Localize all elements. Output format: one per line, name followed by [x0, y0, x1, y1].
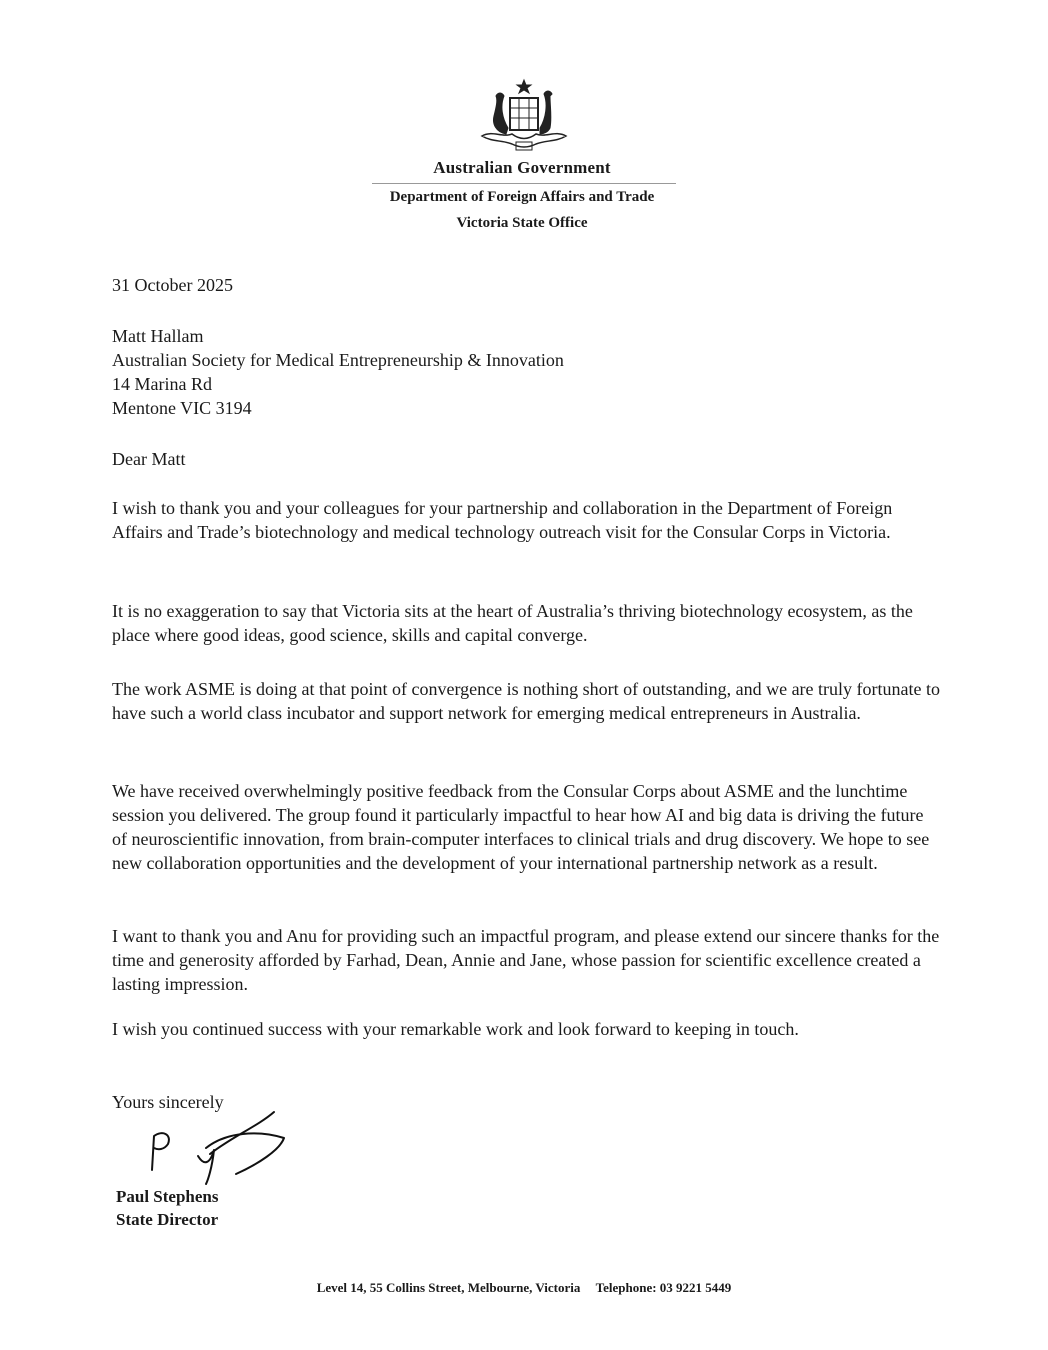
salutation: Dear Matt	[112, 449, 186, 469]
body-paragraph: The work ASME is doing at that point of convergence is nothing short of outstanding, and we are truly fortunate to have such a world class incubator and support network for emerging medical entrepreneurs in Australia.	[112, 679, 941, 723]
body-paragraph: We have received overwhelmingly positive feedback from the Consular Corps about ASME and the lunchtime session you delivered. The group found it particularly impactful to hear how AI and big data is driving the future of neuroscientific innovation, from brain-computer interfaces to clinical trials and drug discovery. We hope to see new collaboration opportunities and the development of your international partnership network as a result.	[112, 781, 930, 873]
body-paragraph: I wish you continued success with your remarkable work and look forward to keeping in touch.	[112, 1019, 799, 1039]
government-name: Australian Government	[433, 158, 611, 177]
recipient-organisation: Australian Society for Medical Entrepreneurship & Innovation	[112, 350, 564, 370]
body-paragraph: It is no exaggeration to say that Victoria sits at the heart of Australia’s thriving biotechnology ecosystem, as the place where good ideas, good science, skills and capital converge.	[112, 601, 913, 645]
footer-address: Level 14, 55 Collins Street, Melbourne, Victoria	[316, 1280, 581, 1295]
footer-telephone: Telephone: 03 9221 5449	[595, 1280, 732, 1295]
coat-of-arms-icon	[472, 78, 576, 158]
signatory-name: Paul Stephens	[116, 1187, 219, 1206]
closing: Yours sincerely	[112, 1092, 224, 1112]
recipient-street: 14 Marina Rd	[112, 374, 212, 394]
recipient-name: Matt Hallam	[112, 326, 204, 346]
footer	[0, 1280, 1048, 1296]
office-name: Victoria State Office	[456, 215, 588, 231]
body-paragraph: I want to thank you and Anu for providing such an impactful program, and please extend our sincere thanks for the time and generosity afforded by Farhad, Dean, Annie and Jane, whose passion for scientific excellence created a lasting impression.	[112, 926, 940, 994]
letter-date: 31 October 2025	[112, 275, 233, 295]
handwritten-signature-icon	[140, 1108, 300, 1188]
recipient-locality: Mentone VIC 3194	[112, 398, 252, 418]
body-paragraph: I wish to thank you and your colleagues for your partnership and collaboration in the Department of Foreign Affairs and Trade’s biotechnology and medical technology outreach visit for the Consular Corps in Victoria.	[112, 498, 893, 542]
department-name: Department of Foreign Affairs and Trade	[389, 189, 655, 205]
letterhead-divider	[372, 183, 676, 184]
recipient-address	[112, 324, 564, 420]
signatory-title: State Director	[116, 1210, 219, 1229]
